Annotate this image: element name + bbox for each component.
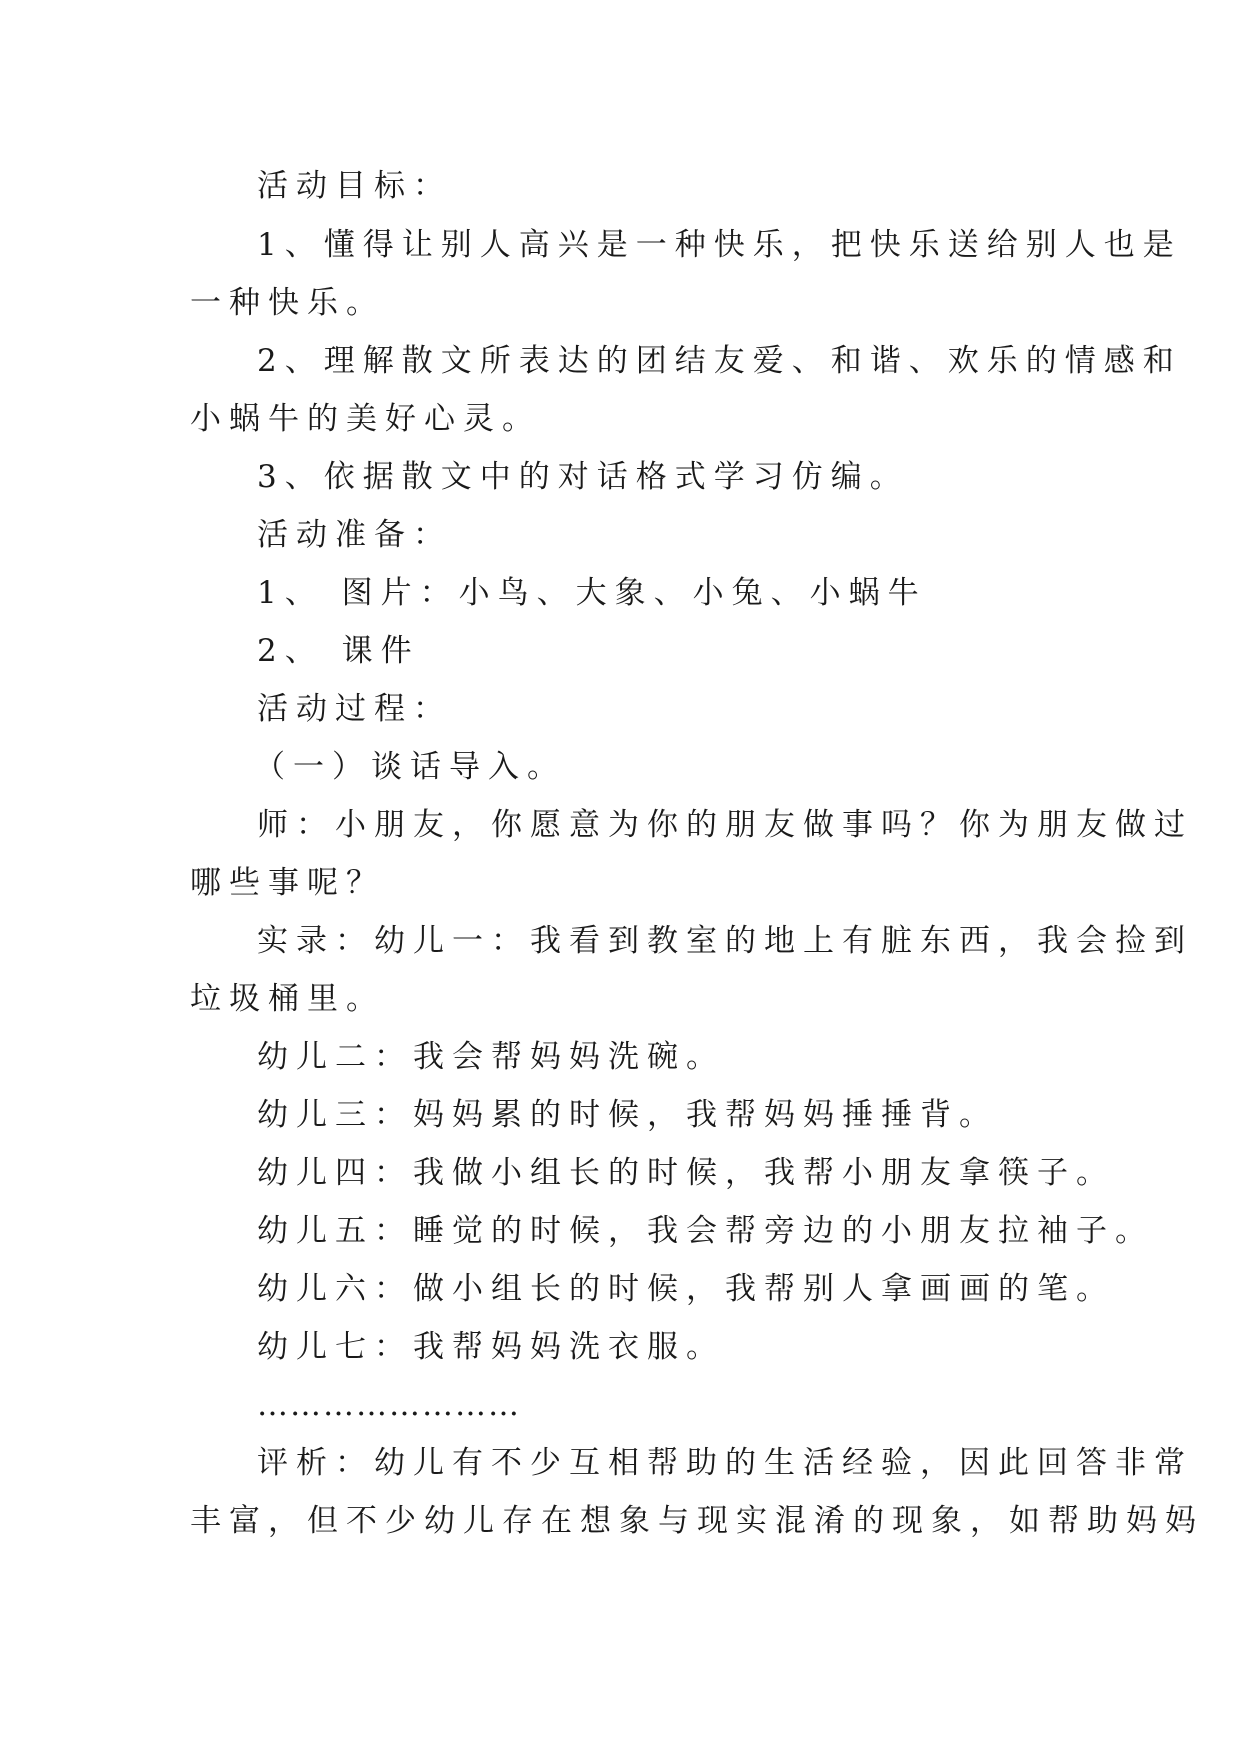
heading-activity-preparation: 活动准备： [257,517,452,553]
heading-activity-goals: 活动目标： [257,168,452,204]
record-child-2: 幼儿二：我会帮妈妈洗碗。 [257,1039,725,1075]
section-1-title: （一）谈话导入。 [254,749,566,785]
record-child-5: 幼儿五：睡觉的时候，我会帮旁边的小朋友拉袖子。 [257,1213,1154,1249]
goal-1-line-2: 一种快乐。 [190,285,385,321]
goal-2-line-2: 小蜗牛的美好心灵。 [190,401,541,437]
record-child-3: 幼儿三：妈妈累的时候，我帮妈妈捶捶背。 [257,1097,998,1133]
ellipsis-line: …………………… [257,1387,521,1423]
goal-3: 3、依据散文中的对话格式学习仿编。 [257,459,909,495]
teacher-question-line-1: 师：小朋友，你愿意为你的朋友做事吗？你为朋友做过 [257,807,1193,843]
record-child-6: 幼儿六：做小组长的时候，我帮别人拿画画的笔。 [257,1271,1115,1307]
record-child-7: 幼儿七：我帮妈妈洗衣服。 [257,1329,725,1365]
analysis-line-2: 丰富，但不少幼儿存在想象与现实混淆的现象，如帮助妈妈 [190,1503,1204,1539]
analysis-line-1: 评析：幼儿有不少互相帮助的生活经验，因此回答非常 [257,1445,1193,1481]
teacher-question-line-2: 哪些事呢？ [190,865,385,901]
prep-item-1: 1、 图片：小鸟、大象、小兔、小蜗牛 [257,575,927,611]
goal-1-line-1: 1、懂得让别人高兴是一种快乐，把快乐送给别人也是 [257,227,1182,263]
prep-item-2: 2、 课件 [257,633,420,669]
heading-activity-process: 活动过程： [257,691,452,727]
record-child-1-line-1: 实录：幼儿一：我看到教室的地上有脏东西，我会捡到 [257,923,1193,959]
record-child-4: 幼儿四：我做小组长的时候，我帮小朋友拿筷子。 [257,1155,1115,1191]
goal-2-line-1: 2、理解散文所表达的团结友爱、和谐、欢乐的情感和 [257,343,1182,379]
record-child-1-line-2: 垃圾桶里。 [190,981,385,1017]
